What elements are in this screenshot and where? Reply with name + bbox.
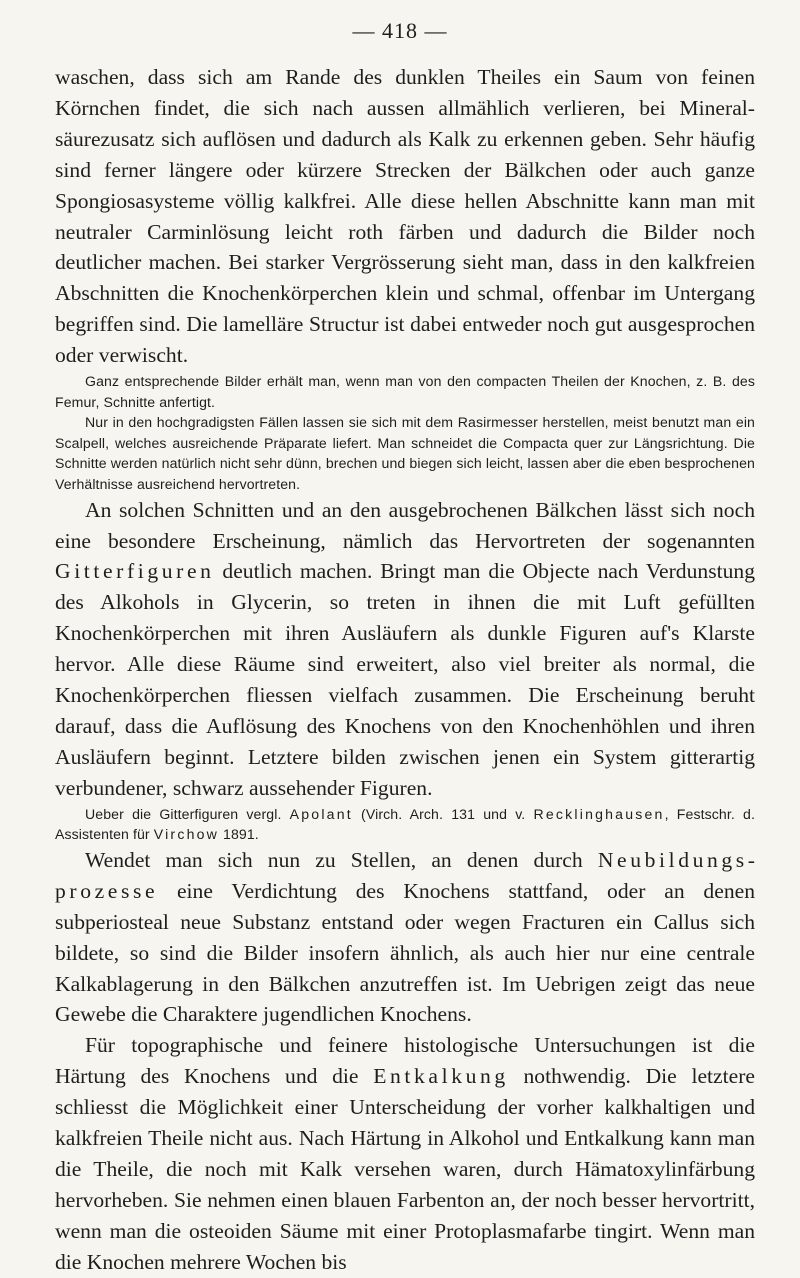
page-number: — 418 — xyxy=(352,18,448,43)
ref-part-c: , Festschr. d. Assistenten für xyxy=(55,805,756,843)
term-neubildungsprozesse: Neubildungsprozesse xyxy=(55,847,755,903)
paragraph-1: waschen, dass sich am Rande des dunklen Theiles ein Saum von feinen Körnchen findet, die sich nach aussen allmählich verlieren, bei Mineralsäurezusatz sich auflösen und dadurch als Kalk zu erkennen geben. Sehr häufig sind ferner längere oder kürzere Strecken der Bälkchen oder auch ganze Spongiosasysteme völlig kalkfrei. Alle diese hellen Abschnitte kann man mit neutraler Carminlösung leicht roth färben und dadurch die Bilder noch deutlicher machen. Bei starker Vergrösserung sieht man, dass in den kalkfreien Abschnitten die Knochenkörperchen klein und schmal, offenbar im Untergang begriffen sind. Die lamelläre Structur ist dabei entweder noch gut ausgesprochen oder verwischt. xyxy=(55,65,755,368)
ref-part-a: Ueber die Gitterfiguren vergl. xyxy=(85,805,290,822)
ref-part-d: 1891. xyxy=(219,826,259,843)
author-virchow: Virchow xyxy=(153,826,220,843)
main-text xyxy=(55,62,755,1278)
author-apolant: Apolant xyxy=(289,805,353,822)
paragraph-3-part-b: eine Verdichtung des Knochens stattfand, oder an denen subperiosteal neue Substanz entstand oder wegen Fracturen ein Callus sich bildete, so sind die Bilder insofern ähnlich, als auch hier nur eine centrale Kalkablagerung in den Bälkchen anzutreffen ist. Im Uebrigen zeigt das neue Gewebe die Charaktere jugendlichen Knochens. xyxy=(55,878,755,1027)
paragraph-2-part-a: An solchen Schnitten und an den ausgebrochenen Bälkchen lässt sich noch eine besondere Erscheinung, nämlich das Hervortreten der sogenannten xyxy=(55,497,755,553)
paragraph-3-part-a: Wendet man sich nun zu Stellen, an denen durch xyxy=(85,847,598,872)
small-paragraph-2: Nur in den hochgradigsten Fällen lassen sie sich mit dem Rasirmesser herstellen, meist benutzt man ein Scalpell, welches ausreichende Präparate liefert. Man schneidet die Compacta quer zur Längsrichtung. Die Schnitte werden natürlich nicht sehr dünn, brechen und biegen sich leicht, lassen aber die eben besprochenen Verhältnisse ausreichend hervortreten. xyxy=(55,414,755,493)
paragraph-4-part-a: Für topographische und feinere histologische Untersuchungen ist die Härtung des Knochens und die xyxy=(55,1033,755,1089)
paragraph-3 xyxy=(55,845,755,1030)
small-paragraph-3 xyxy=(55,804,755,845)
paragraph-4 xyxy=(55,1030,755,1277)
paragraph-4-part-b: nothwendig. Die letztere schliesst die Möglichkeit einer Unterscheidung der vorher kalkhaltigen und kalkfreien Theile nicht aus. Nach Härtung in Alkohol und Entkalkung kann man die Theile, die noch mit Kalk versehen waren, durch Hämatoxylinfärbung hervorheben. Sie nehmen einen blauen Farbenton an, der noch besser hervortritt, wenn man die osteoiden Säume mit einer Protoplasmafarbe tingirt. Wenn man die Knochen mehrere Wochen bis xyxy=(55,1064,755,1274)
author-recklinghausen: Recklinghausen xyxy=(533,805,665,822)
small-paragraph-1: Ganz entsprechende Bilder erhält man, wenn man von den compacten Theilen der Knochen, z. B. des Femur, Schnitte anfertigt. xyxy=(55,373,755,410)
ref-part-b: (Virch. Arch. 131 und v. xyxy=(352,805,534,822)
term-gitterfiguren: Gitterfiguren xyxy=(55,559,215,584)
paragraph-2 xyxy=(55,495,755,804)
paragraph-2-part-b: deutlich machen. Bringt man die Objecte nach Verdunstung des Alkohols in Glycerin, so treten in ihnen die mit Luft gefüllten Knochenkörperchen mit ihren Ausläufern als dunkle Figuren auf's Klarste hervor. Alle diese Räume sind erweitert, also viel breiter als normal, die Knochenkörperchen fliessen vielfach zusammen. Die Erscheinung beruht darauf, dass die Auflösung des Knochens von den Knochenhöhlen und ihren Ausläufern beginnt. Letztere bilden zwischen jenen ein System gitterartig verbundener, schwarz aussehender Figuren. xyxy=(55,559,755,800)
term-entkalkung: Entkalkung xyxy=(373,1064,509,1089)
